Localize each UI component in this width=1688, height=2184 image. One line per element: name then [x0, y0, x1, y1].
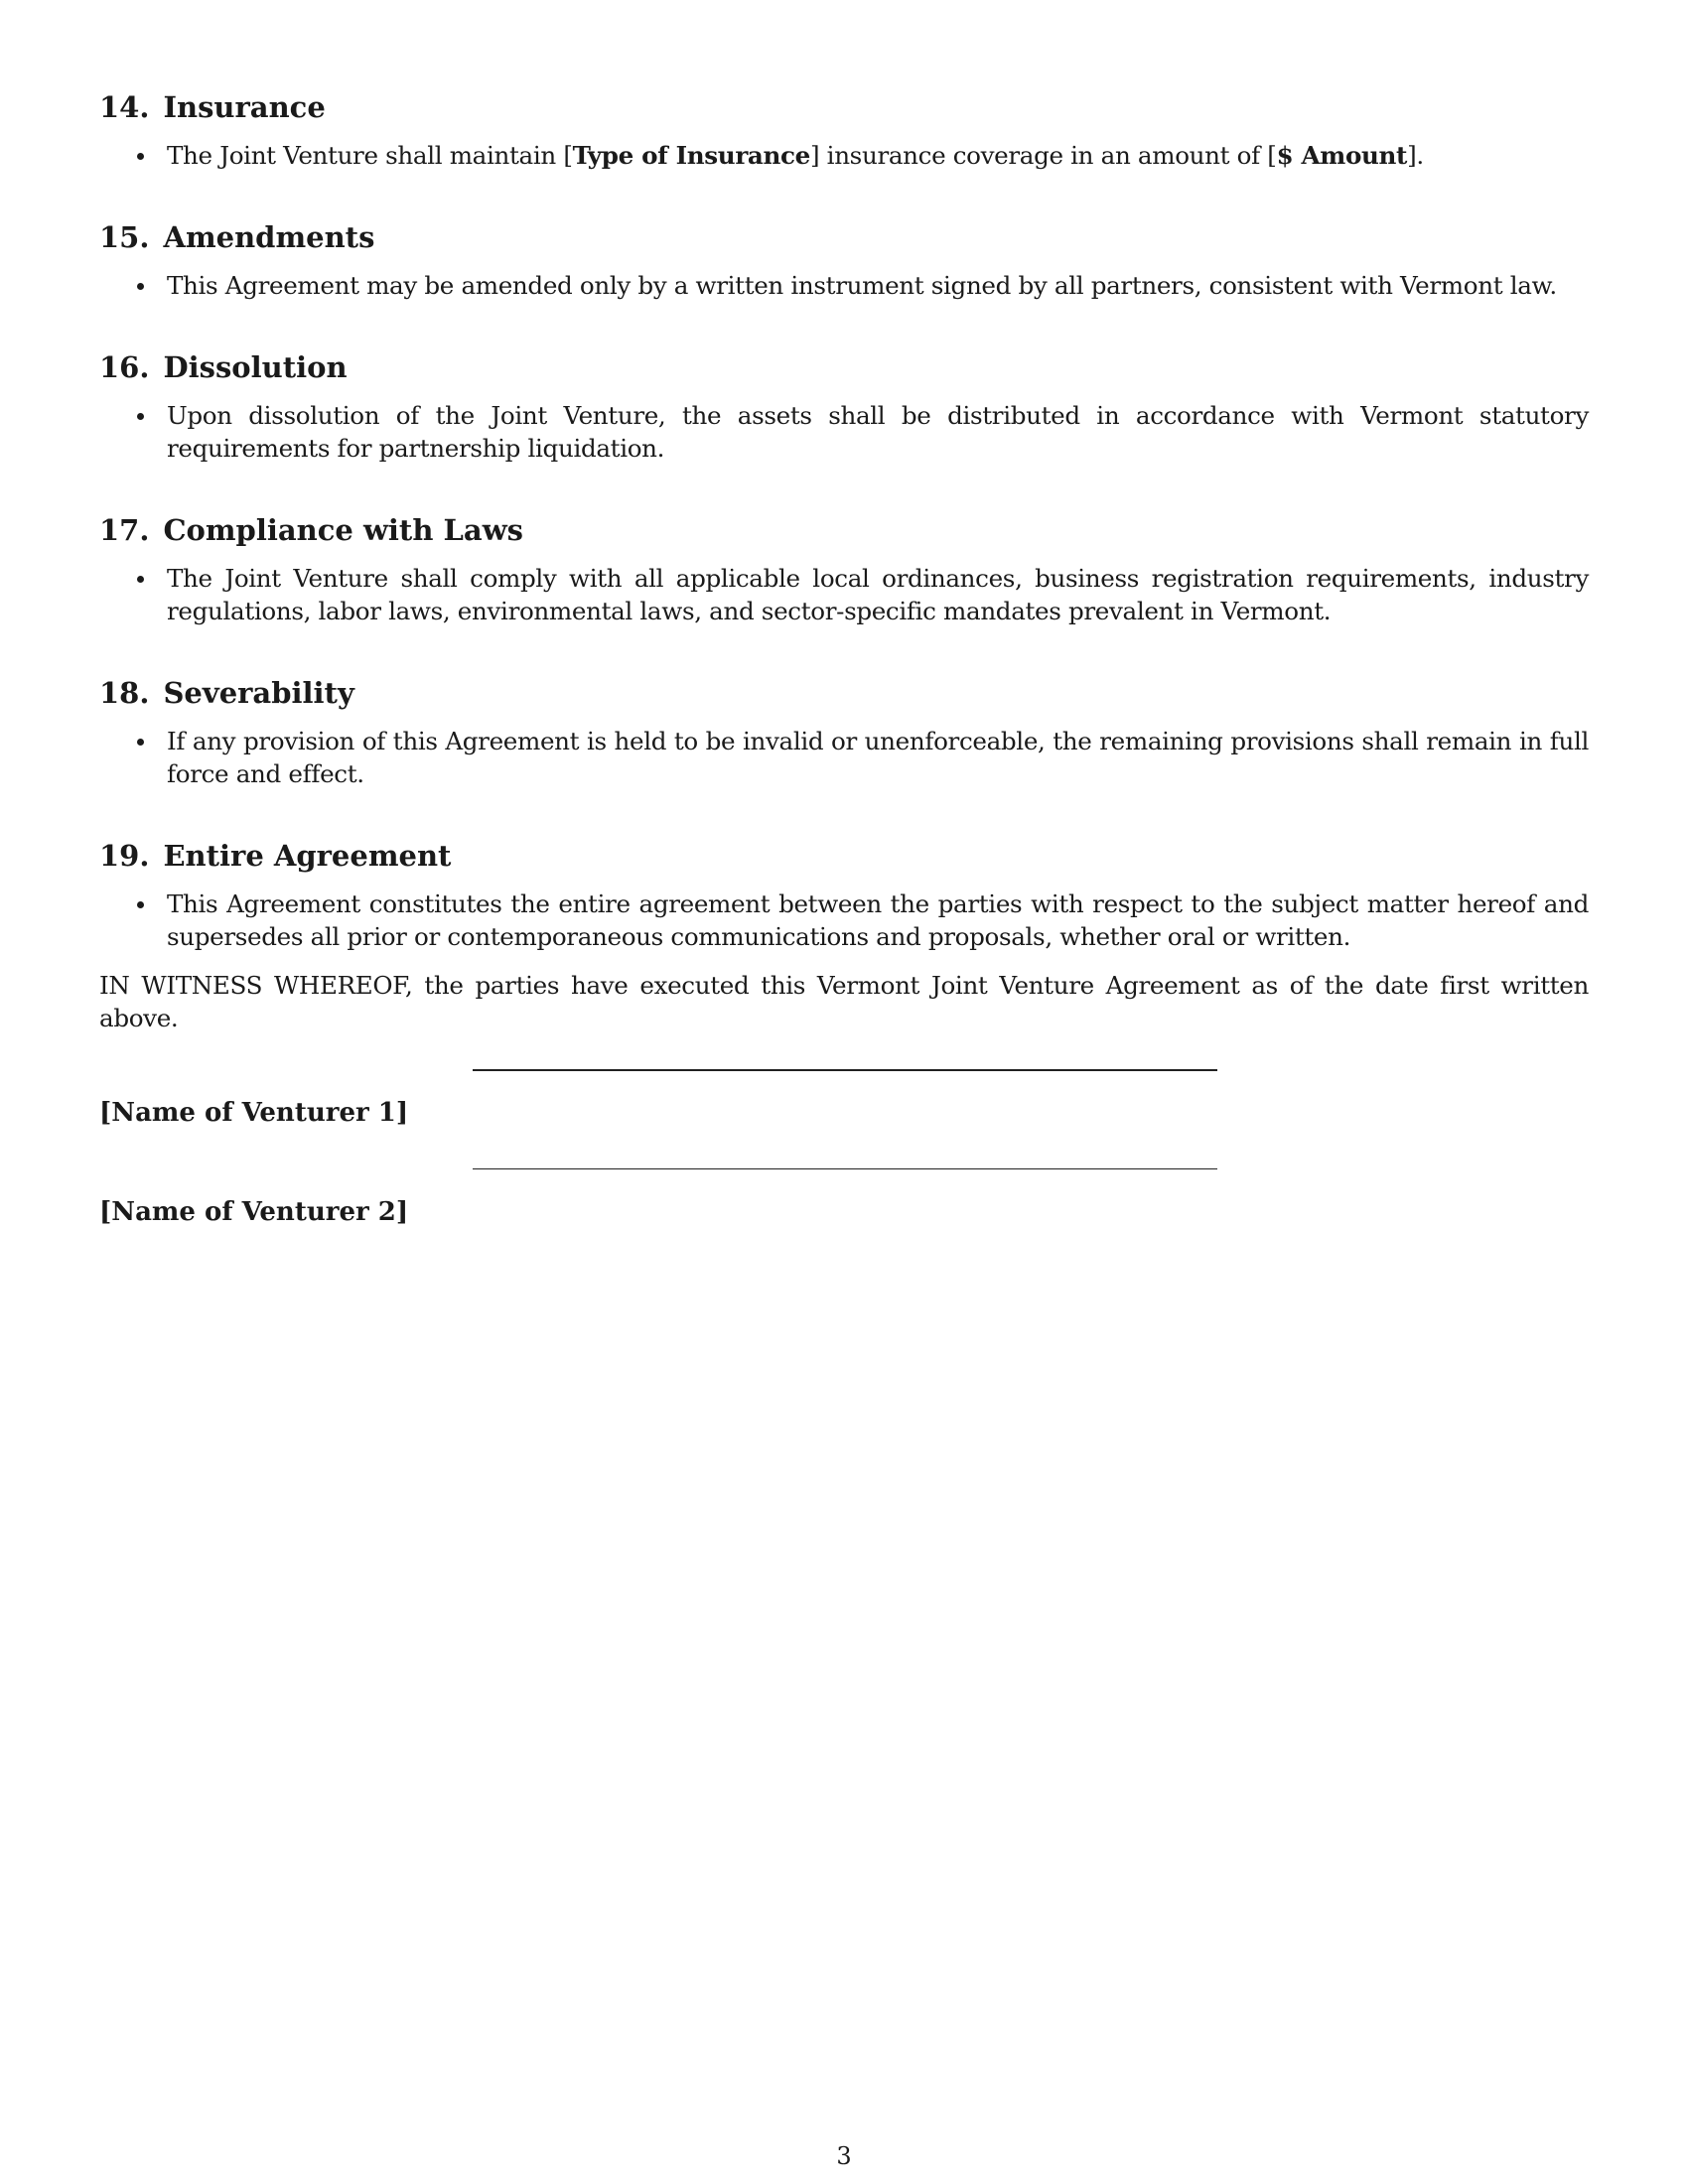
- text-segment: The Joint Venture shall maintain [: [167, 141, 573, 170]
- section-number: 17.: [99, 513, 150, 547]
- page-number: 3: [836, 2142, 852, 2170]
- section-title: Dissolution: [163, 350, 348, 384]
- signature-name-1: [Name of Venturer 1]: [99, 1098, 409, 1128]
- bullet-list: [99, 269, 1589, 302]
- section-number: 19.: [99, 839, 150, 873]
- section-compliance: [99, 510, 1589, 627]
- section-number: 15.: [99, 220, 150, 254]
- list-item: [99, 269, 1589, 302]
- bullet-list: [99, 399, 1589, 465]
- bullet-icon: [137, 576, 144, 583]
- signature-line-1: [473, 1069, 1217, 1071]
- section-heading: [99, 87, 1589, 127]
- bullet-text: Upon dissolution of the Joint Venture, the assets shall be distributed in accordance with Vermont statutory requirements for partnership liquidation.: [167, 401, 1589, 463]
- section-heading: [99, 836, 1589, 876]
- bullet-list: [99, 887, 1589, 953]
- section-heading: [99, 673, 1589, 713]
- bullet-text: This Agreement constitutes the entire agreement between the parties with respect to the subject matter hereof and supersedes all prior or contemporaneous communications and proposals, whether oral or written.: [167, 889, 1589, 951]
- section-dissolution: [99, 347, 1589, 465]
- bullet-icon: [137, 739, 144, 746]
- text-segment: ].: [1407, 141, 1424, 170]
- section-number: 14.: [99, 90, 150, 124]
- section-heading: [99, 217, 1589, 257]
- list-item: [99, 725, 1589, 790]
- section-heading: [99, 510, 1589, 550]
- section-title: Entire Agreement: [163, 839, 452, 873]
- section-severability: [99, 673, 1589, 790]
- bullet-list: [99, 725, 1589, 790]
- bullet-text: This Agreement may be amended only by a written instrument signed by all partners, consistent with Vermont law.: [167, 271, 1557, 300]
- list-item: [99, 562, 1589, 627]
- section-amendments: [99, 217, 1589, 302]
- section-title: Insurance: [163, 90, 326, 124]
- bullet-list: [99, 562, 1589, 627]
- list-item: [99, 887, 1589, 953]
- section-number: 18.: [99, 676, 150, 710]
- bullet-icon: [137, 901, 144, 908]
- section-entire-agreement: [99, 836, 1589, 953]
- placeholder-insurance-type: Type of Insurance: [572, 141, 810, 170]
- bullet-text: The Joint Venture shall comply with all applicable local ordinances, business registration requirements, industry regulations, labor laws, environmental laws, and sector-specific mandates prevalent in Vermont.: [167, 564, 1589, 625]
- list-item: [99, 399, 1589, 465]
- bullet-list: [99, 139, 1589, 172]
- bullet-icon: [137, 153, 144, 160]
- section-title: Compliance with Laws: [163, 513, 523, 547]
- list-item: [99, 139, 1589, 172]
- section-insurance: [99, 87, 1589, 172]
- section-heading: [99, 347, 1589, 387]
- witness-clause: IN WITNESS WHEREOF, the parties have executed this Vermont Joint Venture Agreement as of the date first written above.: [99, 971, 1589, 1032]
- signature-name-2: [Name of Venturer 2]: [99, 1197, 409, 1227]
- section-number: 16.: [99, 350, 150, 384]
- bullet-icon: [137, 413, 144, 420]
- placeholder-amount: $ Amount: [1276, 141, 1408, 170]
- section-title: Amendments: [163, 220, 375, 254]
- document-page: [99, 87, 1589, 1034]
- section-title: Severability: [163, 676, 354, 710]
- signature-line-2: [473, 1168, 1217, 1169]
- bullet-icon: [137, 283, 144, 290]
- bullet-text: If any provision of this Agreement is held to be invalid or unenforceable, the remaining provisions shall remain in full force and effect.: [167, 727, 1589, 788]
- text-segment: ] insurance coverage in an amount of [: [809, 141, 1277, 170]
